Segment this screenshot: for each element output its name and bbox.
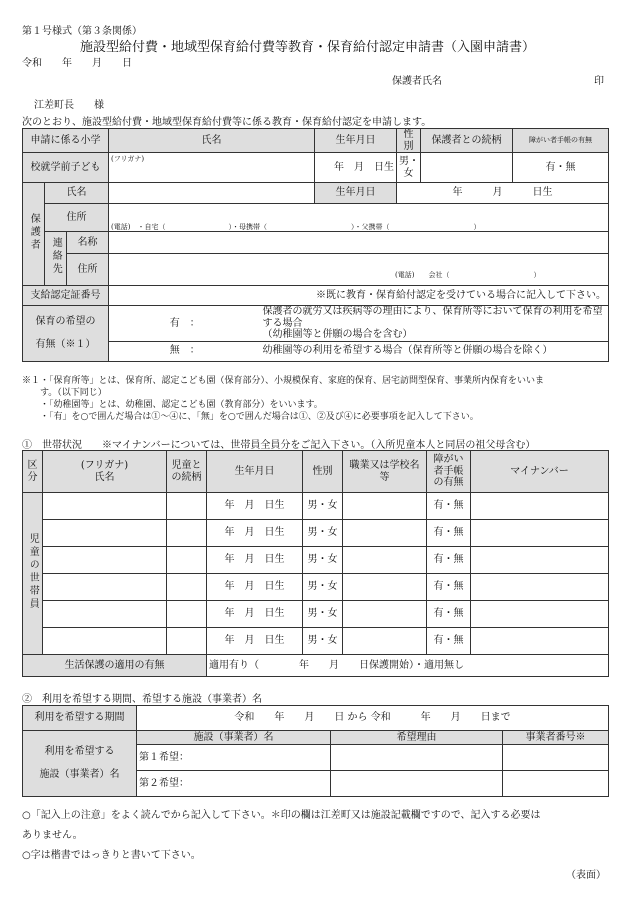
member-occupation-field[interactable]: [343, 628, 427, 655]
col-mynumber: マイナンバー: [471, 451, 609, 493]
member-relation-field[interactable]: [167, 574, 207, 601]
furigana-label: (フリガナ): [111, 155, 145, 163]
application-date[interactable]: 令和 年 月 日: [22, 58, 132, 69]
col-sex: 性別: [303, 451, 343, 493]
child-dob-header: 生年月日: [315, 129, 397, 153]
col-facility: 施設（事業者）名: [137, 731, 331, 745]
child-label: 申請に係る小学: [23, 129, 109, 153]
company-name-label: 名称: [67, 232, 109, 254]
member-dob-field[interactable]: 年 月 日生: [207, 520, 303, 547]
child-label-2: 校就学前子ども: [23, 153, 109, 183]
member-name-field[interactable]: [43, 574, 167, 601]
member-disability-field[interactable]: 有・無: [427, 628, 471, 655]
first-choice-field[interactable]: 第１希望：: [137, 745, 331, 771]
childcare-wish-no-text: 幼稚園等の利用を希望する場合（保育所等と併願の場合を除く）: [261, 341, 609, 361]
form-title: 施設型給付費・地域型保育給付費等教育・保育給付認定申請書（入園申請書）: [80, 40, 536, 55]
household-side-label: 児童の世帯員: [23, 493, 43, 655]
member-relation-field[interactable]: [167, 493, 207, 520]
childcare-wish-label: 保育の希望の 有無（※１）: [23, 306, 109, 362]
company-address-label: 住所: [67, 254, 109, 286]
period-label: 利用を希望する期間: [23, 706, 137, 731]
member-sex-field[interactable]: 男・女: [303, 601, 343, 628]
member-occupation-field[interactable]: [343, 574, 427, 601]
intro-text: 次のとおり、施設型給付費・地域型保育給付費等に係る教育・保育給付認定を申請します。: [22, 117, 432, 128]
member-disability-field[interactable]: 有・無: [427, 493, 471, 520]
child-sex-field[interactable]: 男・女: [397, 153, 421, 183]
form-number: 第１号様式（第３条関係）: [22, 26, 142, 37]
welfare-field[interactable]: 適用有り（ 年 月 日保護開始）・適用無し: [207, 655, 609, 677]
second-choice-reason[interactable]: [331, 771, 503, 797]
member-dob-field[interactable]: 年 月 日生: [207, 493, 303, 520]
second-choice-number[interactable]: [503, 771, 609, 797]
guardian-name-label: 保護者氏名: [392, 76, 442, 87]
guardian-address-label: 住所: [45, 204, 109, 232]
member-relation-field[interactable]: [167, 628, 207, 655]
col-reason: 希望理由: [331, 731, 503, 745]
member-sex-field[interactable]: 男・女: [303, 574, 343, 601]
facility-heading: ② 利用を希望する期間、希望する施設（事業者）名: [22, 694, 262, 705]
addressee: 江差町長 様: [34, 100, 104, 111]
member-sex-field[interactable]: 男・女: [303, 520, 343, 547]
child-disability-field[interactable]: 有・無: [513, 153, 609, 183]
seal-mark: 印: [594, 76, 604, 87]
col-relation: 児童との続柄: [167, 451, 207, 493]
member-sex-field[interactable]: 男・女: [303, 547, 343, 574]
applicant-table: [22, 128, 609, 362]
contact-label: 連絡先: [45, 232, 67, 286]
child-sex-header: 性別: [397, 129, 421, 153]
note-1: ※１・「保育所等」とは、保育所、認定こども園（保育部分）、小規模保育、家庭的保育、居宅訪問型保育、事業所内保育をいいま: [22, 376, 545, 386]
member-disability-field[interactable]: 有・無: [427, 601, 471, 628]
member-dob-field[interactable]: 年 月 日生: [207, 628, 303, 655]
member-mynumber-field[interactable]: [471, 547, 609, 574]
first-choice-number[interactable]: [503, 745, 609, 771]
member-sex-field[interactable]: 男・女: [303, 493, 343, 520]
company-name-field[interactable]: [109, 232, 609, 254]
footer-note-1: ○「記入上の注意」をよく読んでから記入して下さい。＊印の欄は江差町又は施設記載欄ですので、記入する必要は: [22, 810, 541, 821]
guardian-name-label: 氏名: [45, 183, 109, 204]
facility-label: 利用を希望する 施設（事業者）名: [23, 731, 137, 797]
childcare-wish-no[interactable]: 無 ：: [109, 341, 261, 361]
member-disability-field[interactable]: 有・無: [427, 520, 471, 547]
member-disability-field[interactable]: 有・無: [427, 574, 471, 601]
child-dob-field[interactable]: 年 月 日生: [315, 153, 397, 183]
certification-field[interactable]: ※既に教育・保育給付認定を受けている場合に記入して下さい。: [109, 286, 609, 306]
child-relation-field[interactable]: [421, 153, 513, 183]
guardian-side-label: 保護者: [23, 183, 45, 286]
member-dob-field[interactable]: 年 月 日生: [207, 601, 303, 628]
member-dob-field[interactable]: 年 月 日生: [207, 574, 303, 601]
child-relation-header: 保護者との続柄: [421, 129, 513, 153]
guardian-dob-label: 生年月日: [315, 183, 397, 204]
member-relation-field[interactable]: [167, 547, 207, 574]
member-name-field[interactable]: [43, 547, 167, 574]
member-mynumber-field[interactable]: [471, 520, 609, 547]
child-name-field[interactable]: [109, 153, 315, 183]
welfare-label: 生活保護の適用の有無: [23, 655, 207, 677]
childcare-wish-yes[interactable]: 有 ：: [109, 306, 261, 342]
col-disability: 障がい者手帳の有無: [427, 451, 471, 493]
note-2: す。（以下同じ）: [22, 388, 107, 398]
member-name-field[interactable]: [43, 520, 167, 547]
member-occupation-field[interactable]: [343, 520, 427, 547]
childcare-wish-yes-text: 保護者の就労又は疾病等の理由により、保育所等において保育の利用を希望する場合 （幼稚園等と併願の場合を含む）: [261, 306, 609, 342]
member-name-field[interactable]: [43, 493, 167, 520]
member-relation-field[interactable]: [167, 601, 207, 628]
household-heading: ① 世帯状況 ※マイナンバーについては、世帯員全員分をご記入下さい。（入所児童本人と同居の祖父母含む）: [22, 440, 536, 451]
footer-note-1b: ありません。: [22, 830, 83, 841]
member-mynumber-field[interactable]: [471, 574, 609, 601]
col-dob: 生年月日: [207, 451, 303, 493]
guardian-dob-field[interactable]: 年 月 日生: [397, 183, 609, 204]
child-disability-header: 障がい者手帳の有無: [513, 129, 609, 153]
certification-label: 支給認定証番号: [23, 286, 109, 306]
member-occupation-field[interactable]: [343, 547, 427, 574]
note-4: ・「有」を○で囲んだ場合は①～④に、「無」を○で囲んだ場合は①、②及び④に必要事項を記入して下さい。: [22, 412, 479, 422]
col-name: (フリガナ) 氏名: [43, 451, 167, 493]
first-choice-reason[interactable]: [331, 745, 503, 771]
member-name-field[interactable]: [43, 628, 167, 655]
member-mynumber-field[interactable]: [471, 601, 609, 628]
member-mynumber-field[interactable]: [471, 493, 609, 520]
facility-table: [22, 705, 609, 797]
footer-note-2: ○字は楷書ではっきりと書いて下さい。: [22, 850, 201, 861]
col-kubun: 区分: [23, 451, 43, 493]
page-side-label: （表面）: [566, 870, 606, 881]
col-business-number: 事業者番号※: [503, 731, 609, 745]
guardian-name-field[interactable]: [109, 183, 315, 204]
member-disability-field[interactable]: 有・無: [427, 547, 471, 574]
member-sex-field[interactable]: 男・女: [303, 628, 343, 655]
member-occupation-field[interactable]: [343, 493, 427, 520]
household-table: [22, 450, 609, 677]
company-phone-field[interactable]: (電話) 会社（ ）: [109, 266, 609, 286]
member-relation-field[interactable]: [167, 520, 207, 547]
member-mynumber-field[interactable]: [471, 628, 609, 655]
note-3: ・「幼稚園等」とは、幼稚園、認定こども園（教育部分）をいいます。: [22, 400, 323, 410]
period-field[interactable]: 令和 年 月 日 から 令和 年 月 日まで: [137, 706, 609, 731]
guardian-address-field[interactable]: (電話) ・自宅（ ）・母携帯（ ）・父携帯（ ）: [109, 204, 609, 232]
child-name-header: 氏名: [109, 129, 315, 153]
col-occupation: 職業又は学校名等: [343, 451, 427, 493]
member-dob-field[interactable]: 年 月 日生: [207, 547, 303, 574]
company-address-field[interactable]: [109, 254, 609, 266]
member-name-field[interactable]: [43, 601, 167, 628]
second-choice-field[interactable]: 第２希望：: [137, 771, 331, 797]
member-occupation-field[interactable]: [343, 601, 427, 628]
